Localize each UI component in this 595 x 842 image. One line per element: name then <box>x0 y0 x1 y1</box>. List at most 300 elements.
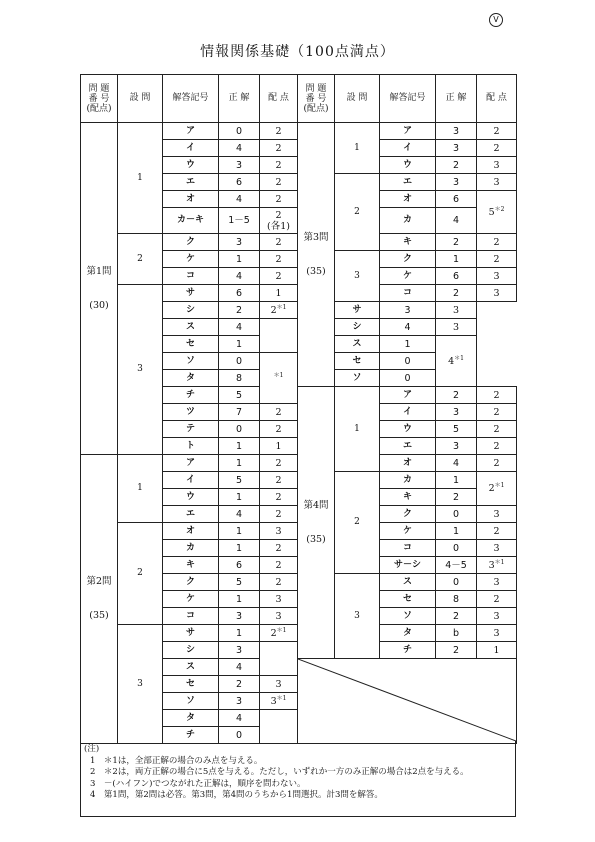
points-value <box>477 174 517 191</box>
answer-code: イ <box>380 404 436 421</box>
answer-value: 1 <box>219 455 260 472</box>
points-number: 2 <box>275 576 282 588</box>
points-number: 3 <box>493 508 500 520</box>
header-code: 解答記号 <box>380 75 436 123</box>
points-value <box>260 455 298 472</box>
question-points: (30) <box>89 299 109 311</box>
question-name: 第1問 <box>86 265 112 277</box>
points-value <box>477 523 517 540</box>
points-number: 2 <box>275 491 282 503</box>
answer-code: ア <box>163 455 219 472</box>
points-number: 2 <box>493 525 500 537</box>
answer-value: 5 <box>219 472 260 489</box>
answer-code: ア <box>380 123 436 140</box>
answer-code: ケ <box>163 251 219 268</box>
sub-question: 3 <box>118 285 163 455</box>
points-number: 3 <box>493 287 500 299</box>
header-sub: 設 問 <box>118 75 163 123</box>
answer-value: 2 <box>436 157 477 174</box>
answer-code: タ <box>163 710 219 727</box>
sub-question: 3 <box>335 251 380 302</box>
answer-value: 3 <box>219 642 260 659</box>
points-number: 2 <box>493 440 500 452</box>
points-value <box>260 557 298 574</box>
points-value <box>260 319 298 353</box>
points-value <box>260 191 298 208</box>
answer-value: b <box>436 625 477 642</box>
answer-value: 1 <box>380 336 436 353</box>
points-number: 2 <box>275 209 282 221</box>
answer-code: オ <box>163 191 219 208</box>
points-number: 1 <box>493 644 500 656</box>
points-value <box>260 438 298 455</box>
answer-code: エ <box>163 174 219 191</box>
answer-code: エ <box>380 174 436 191</box>
answer-code: イ <box>163 140 219 157</box>
header-question: 問 題 番 号 (配点) <box>81 75 118 123</box>
diagonal-line <box>298 659 516 741</box>
points-value <box>477 574 517 591</box>
answer-code: セ <box>335 353 380 370</box>
header-points: 配 点 <box>477 75 517 123</box>
answer-value: 2 <box>436 608 477 625</box>
points-value <box>260 591 298 608</box>
note-mark: ＊1 <box>276 626 287 634</box>
points-number: 3 <box>270 695 277 707</box>
answer-code: ソ <box>335 370 380 387</box>
sub-question: 1 <box>118 123 163 234</box>
answer-code: ウ <box>163 157 219 174</box>
answer-value: 2 <box>436 234 477 251</box>
answer-code: サ <box>163 285 219 302</box>
answer-code: ク <box>163 234 219 251</box>
points-value <box>477 455 517 472</box>
answer-code: ス <box>335 336 380 353</box>
header-row <box>81 75 517 123</box>
answer-code: カ <box>380 472 436 489</box>
points-value <box>260 268 298 285</box>
sub-question: 1 <box>118 455 163 523</box>
blank-area <box>298 659 517 744</box>
answer-code: セ <box>380 591 436 608</box>
answer-value: 0 <box>219 123 260 140</box>
points-number: 2 <box>270 627 277 639</box>
answer-value: 0 <box>219 353 260 370</box>
points-value <box>477 191 517 234</box>
answer-code: カ <box>163 540 219 557</box>
points-number: 2 <box>275 253 282 265</box>
points-number: 2 <box>493 253 500 265</box>
points-number: 2 <box>275 542 282 554</box>
answer-table <box>80 74 517 744</box>
points-number: 3 <box>493 159 500 171</box>
points-value <box>477 234 517 251</box>
answer-value: 0 <box>219 727 260 744</box>
points-number: 3 <box>493 270 500 282</box>
note-item: 1 ＊1は，全部正解の場合のみ点を与える。 <box>90 755 263 766</box>
answer-code: ア <box>380 387 436 404</box>
answer-value: 6 <box>219 285 260 302</box>
answer-value: 4 <box>219 140 260 157</box>
question-name: 第4問 <box>303 499 329 511</box>
points-value <box>260 174 298 191</box>
points-number: 3 <box>452 304 460 316</box>
points-number: 2 <box>493 457 500 469</box>
answer-value: 2 <box>219 676 260 693</box>
points-value <box>436 302 477 319</box>
answer-value: 1 <box>436 523 477 540</box>
points-number: 3 <box>493 176 500 188</box>
table-row <box>81 123 517 140</box>
answer-value: 4 <box>219 710 260 727</box>
answer-code: カ <box>380 208 436 234</box>
answer-code: オ <box>380 455 436 472</box>
answer-value: 1－5 <box>219 208 260 234</box>
answer-value: 4－5 <box>436 557 477 574</box>
sub-question: 1 <box>335 387 380 472</box>
points-value <box>260 523 298 540</box>
note-mark: ＊1 <box>454 354 464 362</box>
points-value <box>477 387 517 404</box>
answer-value: 1 <box>219 523 260 540</box>
question-points: (35) <box>89 610 109 621</box>
sub-question: 1 <box>335 123 380 174</box>
answer-value: 1 <box>436 472 477 489</box>
header-points: 配 点 <box>260 75 298 123</box>
answer-value: 3 <box>219 234 260 251</box>
points-value <box>260 625 298 642</box>
answer-value: 1 <box>219 625 260 642</box>
answer-value: 4 <box>219 506 260 523</box>
note-mark: ＊1 <box>273 371 284 379</box>
points-value <box>260 234 298 251</box>
answer-value: 1 <box>219 591 260 608</box>
points-value <box>260 710 298 744</box>
answer-code: ス <box>163 319 219 336</box>
points-number: 2 <box>275 193 282 205</box>
question-2 <box>81 455 118 744</box>
points-value <box>260 642 298 676</box>
notes-heading: (注) <box>84 744 100 754</box>
answer-code: コ <box>163 608 219 625</box>
answer-code: コ <box>380 285 436 302</box>
sub-question: 2 <box>335 472 380 574</box>
answer-value: 5 <box>436 421 477 438</box>
points-number: 2 <box>275 270 282 282</box>
answer-value: 1 <box>219 489 260 506</box>
answer-value: 0 <box>436 506 477 523</box>
points-value <box>477 472 517 506</box>
header-question: 問 題 番 号 (配点) <box>298 75 335 123</box>
points-number: 2 <box>488 483 495 494</box>
answer-code: ク <box>380 251 436 268</box>
points-number: 3 <box>493 542 500 554</box>
points-number: 3 <box>275 610 282 622</box>
points-number: 3 <box>493 576 500 588</box>
points-number: 4 <box>448 355 455 367</box>
points-number: 2 <box>275 142 282 154</box>
answer-code: シ <box>163 642 219 659</box>
answer-value: 4 <box>219 659 260 676</box>
answer-value: 4 <box>436 455 477 472</box>
answer-code: タ <box>163 370 219 387</box>
points-value <box>260 302 298 319</box>
notes <box>80 741 516 817</box>
answer-code: ソ <box>380 608 436 625</box>
points-value <box>477 140 517 157</box>
points-number: 3 <box>452 321 460 333</box>
answer-value: 0 <box>436 574 477 591</box>
points-number: 2 <box>493 389 500 401</box>
answer-code: エ <box>380 438 436 455</box>
points-number: 2 <box>275 423 282 435</box>
points-value <box>260 540 298 557</box>
answer-code: ス <box>380 574 436 591</box>
answer-value: 3 <box>436 174 477 191</box>
answer-code: コ <box>163 268 219 285</box>
answer-value: 3 <box>436 140 477 157</box>
points-value <box>260 123 298 140</box>
answer-value: 6 <box>436 191 477 208</box>
answer-value: 3 <box>380 302 436 319</box>
points-value <box>436 336 477 387</box>
answer-code: ツ <box>163 404 219 421</box>
points-value <box>477 268 517 285</box>
points-value <box>260 506 298 523</box>
points-value <box>477 251 517 268</box>
answer-code: サ <box>335 302 380 319</box>
points-value <box>260 208 298 234</box>
answer-value: 2 <box>436 642 477 659</box>
points-value <box>260 353 298 404</box>
note-mark: ＊1 <box>494 482 505 489</box>
question-name: 第3問 <box>303 231 329 243</box>
answer-code: キ <box>163 557 219 574</box>
points-value <box>260 472 298 489</box>
points-value <box>477 642 517 659</box>
points-value <box>260 608 298 625</box>
answer-code: シ <box>163 302 219 319</box>
answer-code: サ－シ <box>380 557 436 574</box>
points-value <box>477 540 517 557</box>
question-points: (35) <box>306 533 326 545</box>
answer-code: キ <box>380 234 436 251</box>
sub-question: 2 <box>118 523 163 625</box>
note-mark: ＊1 <box>494 558 505 566</box>
note-mark: ＊2 <box>494 205 505 213</box>
points-number: 2 <box>493 423 500 435</box>
answer-value: 0 <box>380 370 436 387</box>
points-number: 1 <box>275 440 282 452</box>
points-number: 3 <box>275 593 282 605</box>
points-number: 2 <box>493 125 500 137</box>
answer-code: ス <box>163 659 219 676</box>
points-number: 2 <box>493 236 500 248</box>
answer-value: 4 <box>219 319 260 336</box>
points-value <box>260 140 298 157</box>
answer-code: サ <box>163 625 219 642</box>
answer-code: ソ <box>163 693 219 710</box>
points-number: 5 <box>488 206 495 218</box>
answer-code: ト <box>163 438 219 455</box>
points-value <box>477 506 517 523</box>
answer-value: 8 <box>219 370 260 387</box>
points-value <box>477 123 517 140</box>
answer-code: ケ <box>380 523 436 540</box>
answer-value: 2 <box>219 302 260 319</box>
points-number: 2 <box>275 125 282 137</box>
points-number: 1 <box>275 287 282 299</box>
note-item: 3 －(ハイフン)でつながれた正解は，順序を問わない。 <box>90 778 306 789</box>
answer-code: エ <box>163 506 219 523</box>
points-number: 2 <box>275 508 282 520</box>
answer-code: テ <box>163 421 219 438</box>
answer-code: ク <box>163 574 219 591</box>
points-value <box>477 625 517 642</box>
answer-value: 4 <box>436 208 477 234</box>
answer-value: 5 <box>219 574 260 591</box>
points-value <box>260 157 298 174</box>
points-value <box>477 285 517 302</box>
answer-value: 3 <box>219 157 260 174</box>
answer-value: 1 <box>219 540 260 557</box>
points-number: 2 <box>275 559 282 571</box>
points-value <box>260 574 298 591</box>
answer-value: 1 <box>219 438 260 455</box>
sub-question: 3 <box>335 574 380 659</box>
question-3 <box>298 123 335 387</box>
answer-value: 0 <box>219 421 260 438</box>
question-name: 第2問 <box>86 576 112 587</box>
points-number: 3 <box>493 610 500 622</box>
answer-value: 6 <box>219 174 260 191</box>
page-title: 情報関係基礎（100点満点） <box>200 44 395 60</box>
answer-value: 3 <box>436 404 477 421</box>
points-number: 2 <box>275 457 282 469</box>
points-number: 2 <box>493 406 500 418</box>
note-mark: ＊1 <box>276 303 287 311</box>
answer-code: オ <box>163 523 219 540</box>
question-points: (35) <box>306 265 326 277</box>
points-number: 2 <box>493 593 500 605</box>
points-number: 2 <box>275 176 282 188</box>
points-value <box>477 438 517 455</box>
answer-code: カ－キ <box>163 208 219 234</box>
answer-value: 1 <box>219 251 260 268</box>
answer-value: 8 <box>436 591 477 608</box>
answer-code: ウ <box>380 157 436 174</box>
answer-code: ウ <box>380 421 436 438</box>
points-number: 2 <box>275 474 282 486</box>
points-value <box>260 693 298 710</box>
points-value <box>477 157 517 174</box>
answer-value: 0 <box>380 353 436 370</box>
answer-code: チ <box>163 387 219 404</box>
points-value <box>477 591 517 608</box>
answer-value: 4 <box>380 319 436 336</box>
answer-code: タ <box>380 625 436 642</box>
header-code: 解答記号 <box>163 75 219 123</box>
answer-value: 3 <box>219 693 260 710</box>
answer-value: 4 <box>219 268 260 285</box>
answer-code: チ <box>380 642 436 659</box>
answer-value: 1 <box>436 251 477 268</box>
answer-code: ケ <box>163 591 219 608</box>
sub-question: 3 <box>118 625 163 744</box>
sub-question: 2 <box>335 174 380 251</box>
answer-code: ケ <box>380 268 436 285</box>
answer-code: コ <box>380 540 436 557</box>
answer-code: ク <box>380 506 436 523</box>
points-value <box>260 251 298 268</box>
points-value <box>477 404 517 421</box>
answer-value: 3 <box>219 608 260 625</box>
answer-value: 2 <box>436 489 477 506</box>
points-number: 2 <box>275 236 282 248</box>
answer-value: 5 <box>219 387 260 404</box>
points-each: (各1) <box>267 220 290 232</box>
answer-code: ア <box>163 123 219 140</box>
answer-code: イ <box>380 140 436 157</box>
points-value <box>477 421 517 438</box>
version-badge: Ⅴ <box>489 13 503 27</box>
points-value <box>436 319 477 336</box>
answer-code: ウ <box>163 489 219 506</box>
answer-value: 0 <box>436 540 477 557</box>
note-item: 2 ＊2は，両方正解の場合に5点を与える。ただし，いずれか一方のみ正解の場合は2点を与える。 <box>90 767 469 777</box>
header-sub: 設 問 <box>335 75 380 123</box>
answer-code: ソ <box>163 353 219 370</box>
points-number: 3 <box>493 627 500 639</box>
points-value <box>260 421 298 438</box>
points-value <box>477 608 517 625</box>
points-value <box>477 557 517 574</box>
question-4 <box>298 387 335 659</box>
sub-question: 2 <box>118 234 163 285</box>
answer-value: 1 <box>219 336 260 353</box>
answer-code: シ <box>335 319 380 336</box>
points-number: 2 <box>275 406 282 418</box>
answer-value: 4 <box>219 191 260 208</box>
answer-value: 6 <box>219 557 260 574</box>
points-value <box>260 676 298 693</box>
answer-code: イ <box>163 472 219 489</box>
answer-value: 2 <box>436 387 477 404</box>
points-number: 2 <box>493 142 500 154</box>
points-number: 3 <box>275 678 282 690</box>
answer-value: 2 <box>436 285 477 302</box>
points-number: 3 <box>275 525 282 537</box>
note-item: 4 第1問，第2問は必答。第3問，第4問のうちから1問選択。計3問を解答。 <box>90 790 383 800</box>
header-answer: 正 解 <box>219 75 260 123</box>
points-number: 3 <box>488 559 495 571</box>
points-value <box>260 489 298 506</box>
points-number: 2 <box>270 304 277 316</box>
note-mark: ＊1 <box>276 694 287 702</box>
answer-value: 3 <box>436 438 477 455</box>
answer-code: チ <box>163 727 219 744</box>
points-value <box>260 404 298 421</box>
answer-code: セ <box>163 676 219 693</box>
answer-code: オ <box>380 191 436 208</box>
answer-value: 3 <box>436 123 477 140</box>
header-answer: 正 解 <box>436 75 477 123</box>
points-number: 2 <box>275 159 282 171</box>
answer-code: セ <box>163 336 219 353</box>
answer-code: キ <box>380 489 436 506</box>
answer-value: 6 <box>436 268 477 285</box>
answer-value: 7 <box>219 404 260 421</box>
